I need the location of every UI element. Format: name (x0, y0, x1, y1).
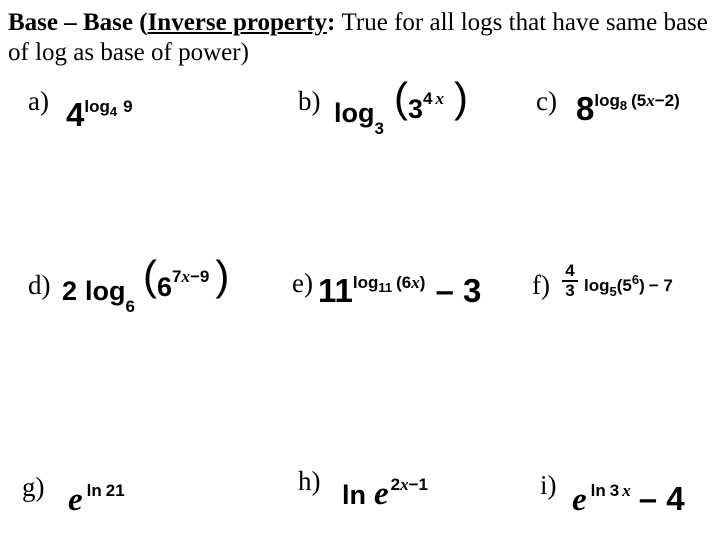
problem-c-var: x (646, 91, 655, 110)
problem-a-arg: 9 (123, 97, 133, 116)
problem-d-lparen: ( (143, 252, 157, 299)
problem-f-argexp: 6 (631, 272, 640, 287)
heading-property: Inverse property (147, 9, 327, 36)
problem-g-arg: 21 (105, 481, 125, 500)
problem-b-var: x (435, 89, 444, 108)
problem-d (62, 252, 230, 316)
problem-c (576, 76, 680, 127)
problem-f-arg-close: ) (639, 276, 645, 295)
problem-h-var: x (400, 475, 409, 494)
label-a: a) (28, 86, 49, 116)
problem-d-logbase: 6 (125, 297, 135, 316)
problem-e-arg-open: (6 (396, 273, 412, 292)
problem-b-rparen: ) (453, 74, 468, 121)
problem-b (334, 74, 468, 138)
problem-f-fraction (562, 262, 578, 300)
problem-f-arg-open: (5 (616, 276, 632, 295)
problem-c-base: 8 (576, 90, 595, 127)
heading (8, 8, 712, 68)
problem-c-arg-open: (5 (631, 91, 647, 110)
problem-a-base: 4 (66, 96, 85, 133)
problem-a (66, 82, 133, 133)
problem-d-exp: 7 (172, 267, 182, 286)
problem-b-logbase: 3 (374, 119, 384, 138)
label-c: c) (536, 86, 557, 116)
problem-d-log: log (85, 276, 126, 306)
problem-e-base: 11 (318, 272, 353, 309)
problem-e-var: x (411, 273, 420, 292)
problem-c-logbase: 8 (619, 98, 628, 113)
problem-h (342, 462, 429, 512)
heading-colon: : (326, 9, 342, 36)
problem-i-tail: – 4 (638, 480, 685, 517)
label-g: g) (22, 472, 45, 502)
problem-d-var: x (181, 267, 190, 286)
problem-i-arg: 3 (609, 481, 620, 500)
problem-g-e: e (68, 482, 83, 518)
problem-i (572, 466, 685, 518)
problem-f-tail: − 7 (648, 276, 673, 295)
problem-d-exp-rest: −9 (190, 267, 210, 286)
problem-d-rparen: ) (215, 252, 230, 299)
label-b: b) (298, 86, 321, 116)
problem-f-den: 3 (565, 281, 575, 300)
label-e: e) (292, 268, 313, 298)
problem-e-log: log (352, 273, 379, 292)
problem-g-ln: ln (86, 481, 102, 500)
heading-title: Base – Base ( (8, 9, 148, 36)
heading-description: True for all logs that have same base of log as base of power) (8, 9, 708, 66)
label-d: d) (28, 270, 51, 300)
problem-h-exp-open: 2 (390, 475, 401, 494)
problem-f-logbase: 5 (609, 284, 617, 299)
problem-h-e: e (374, 476, 389, 512)
problem-i-e: e (572, 482, 587, 518)
problem-h-ln: ln (342, 480, 366, 510)
problem-e-tail: – 3 (435, 272, 482, 309)
problem-f (584, 272, 673, 299)
problem-b-base: 3 (407, 94, 423, 124)
problem-b-log: log (334, 98, 375, 128)
label-h: h) (298, 466, 321, 496)
label-i: i) (540, 470, 557, 500)
problem-e-logbase: 11 (378, 280, 393, 295)
problem-c-log: log (594, 91, 620, 110)
problem-f-num: 4 (565, 261, 575, 280)
problem-g (68, 468, 125, 518)
problem-b-exp: 4 (423, 89, 433, 108)
problem-d-coef: 2 (62, 276, 78, 306)
problem-i-ln: ln (590, 481, 606, 500)
label-f: f) (532, 270, 550, 300)
problem-b-lparen: ( (393, 74, 408, 121)
problem-h-exp-close: −1 (408, 475, 429, 494)
problem-i-var: x (622, 481, 631, 500)
problem-a-log: log (84, 97, 110, 116)
problem-e-arg-close: ) (419, 273, 426, 292)
problem-e (318, 258, 482, 309)
problem-c-arg-close: −2) (654, 91, 680, 110)
problem-f-log: log (584, 276, 610, 295)
problem-d-base: 6 (157, 272, 173, 302)
problem-a-logbase: 4 (109, 104, 118, 119)
